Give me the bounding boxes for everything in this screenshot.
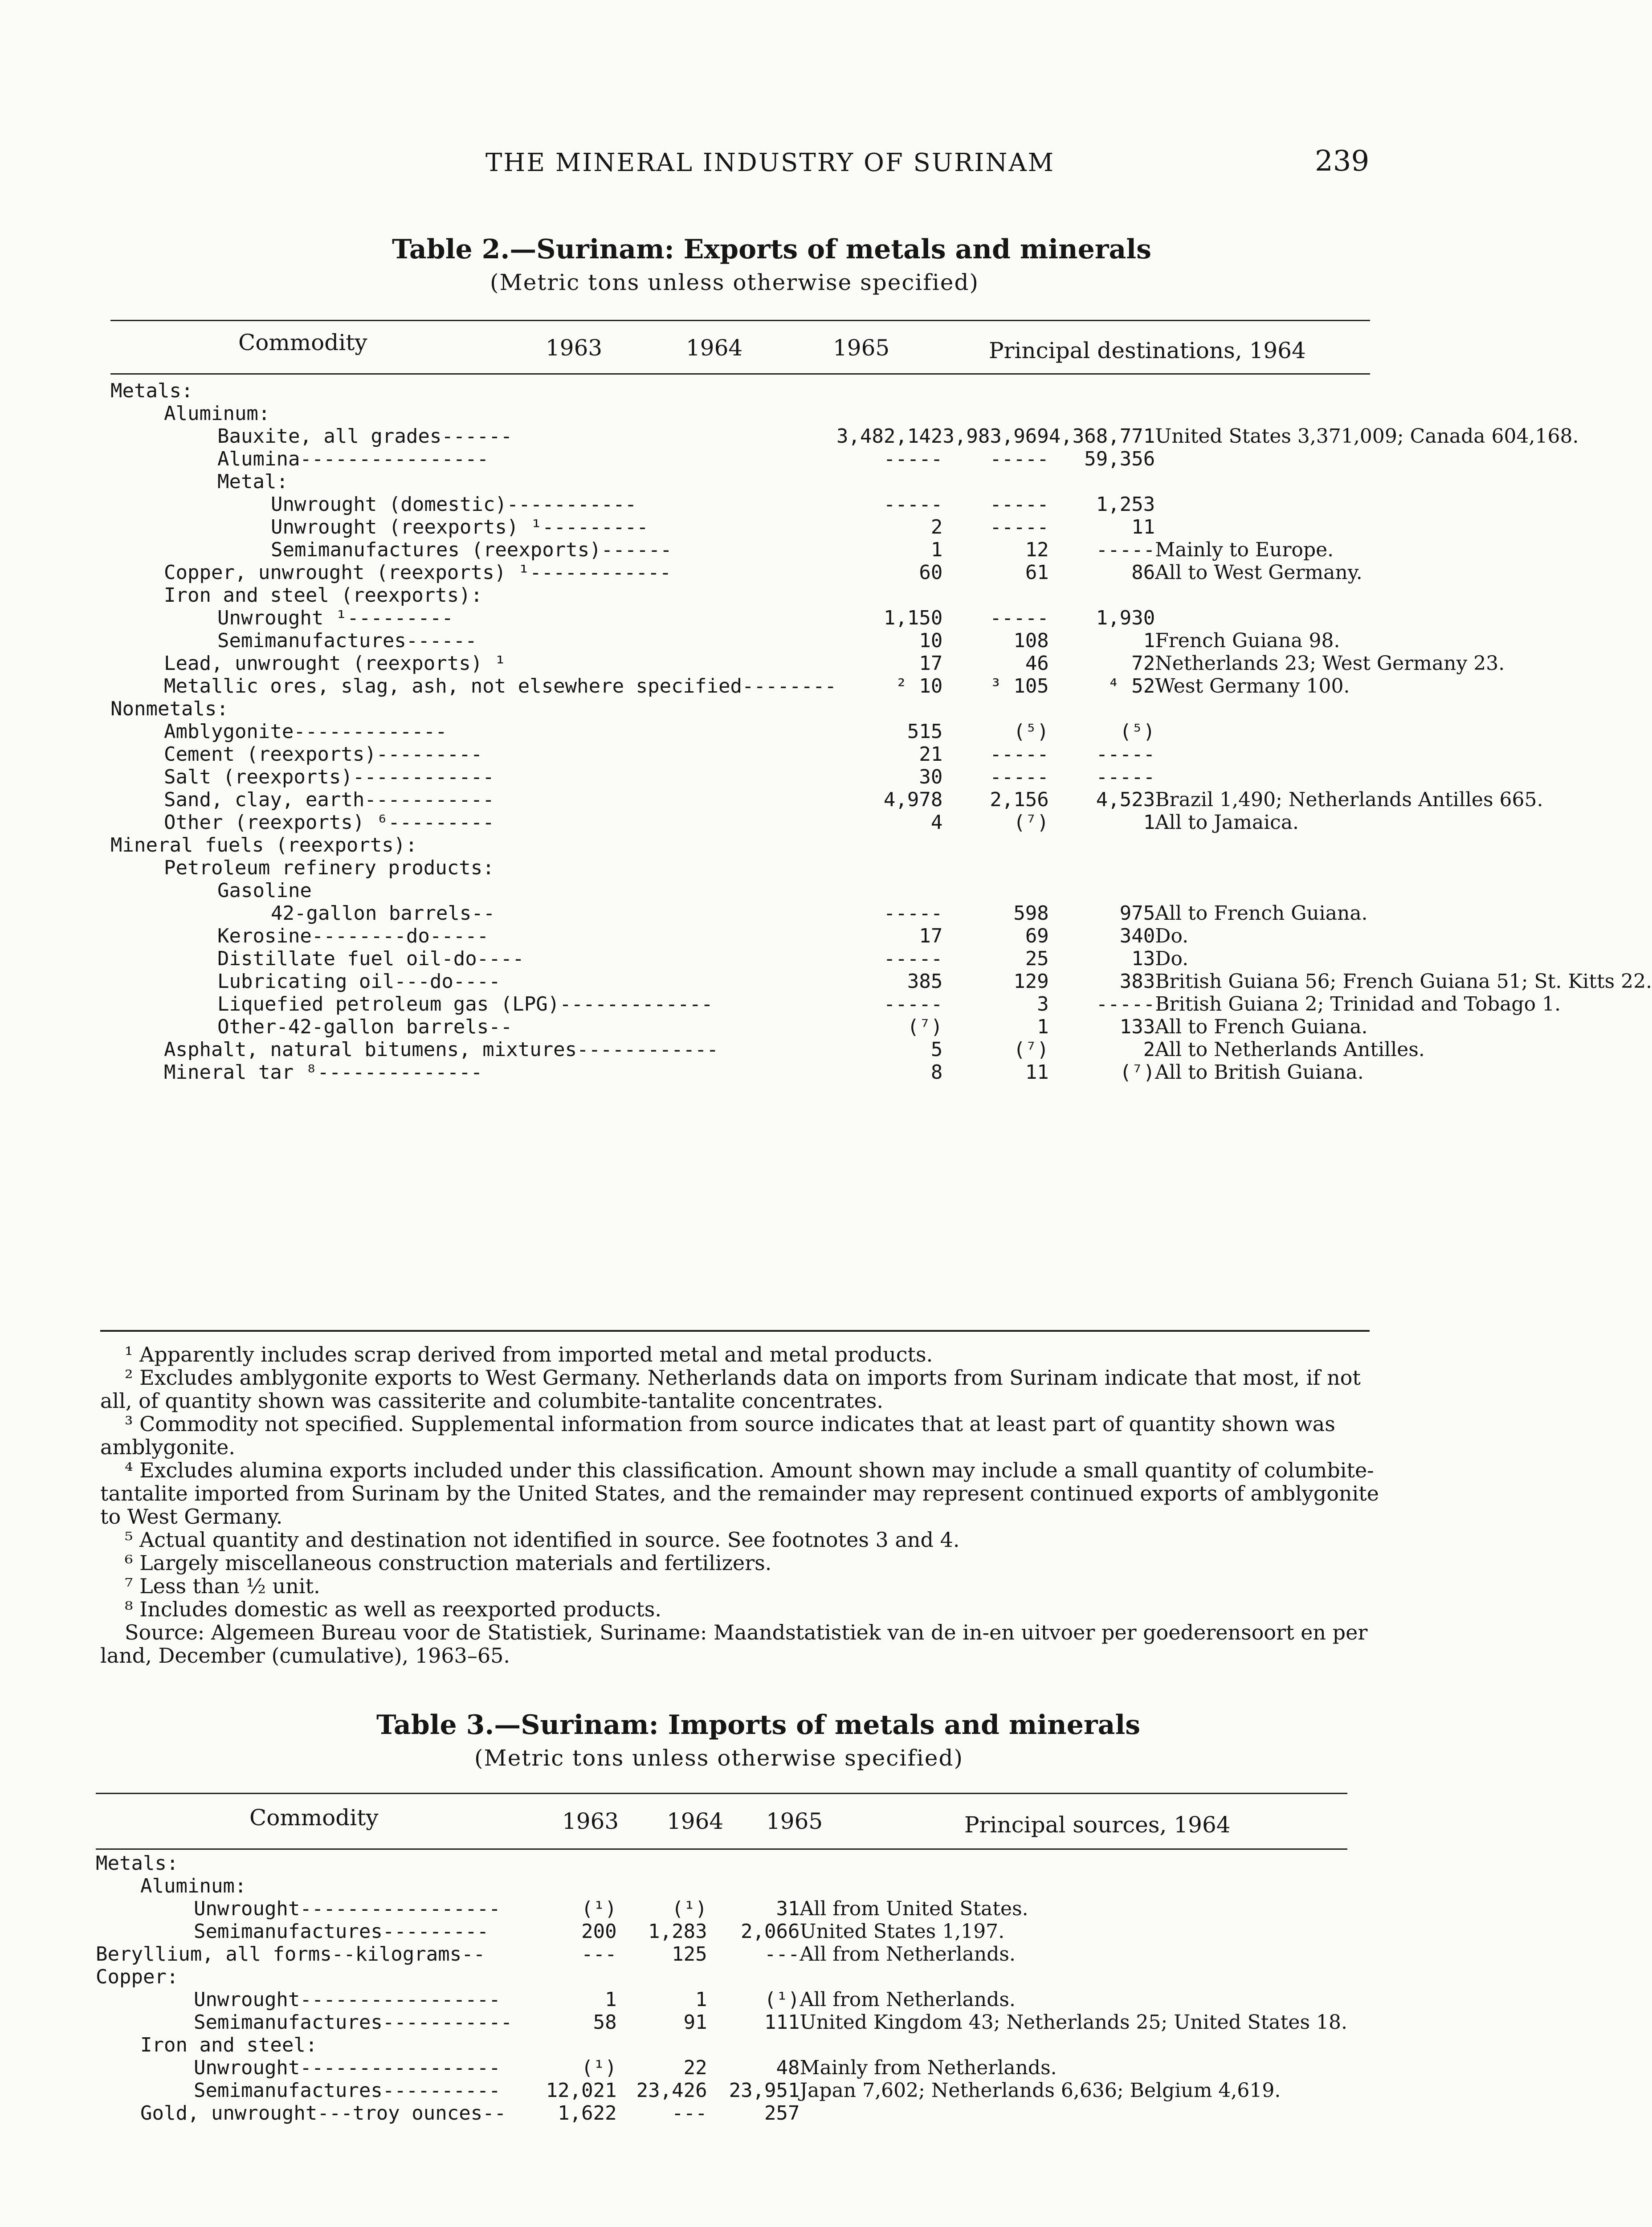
commodity-cell: Iron and steel (reexports): bbox=[164, 584, 483, 607]
table2-row bbox=[110, 675, 1652, 697]
table3-body bbox=[96, 1852, 1347, 2125]
commodity-cell: Petroleum refinery products: bbox=[164, 857, 494, 879]
destination-cell bbox=[1155, 879, 1652, 902]
commodity-cell: Other-42-gallon barrels-- bbox=[217, 1016, 513, 1038]
value-cell: --- bbox=[672, 2102, 707, 2125]
destination-cell bbox=[1155, 402, 1652, 425]
table2-row bbox=[110, 857, 1652, 879]
destination-cell: United Kingdom 43; Netherlands 25; United States 18. bbox=[799, 2011, 1347, 2034]
destination-cell bbox=[1155, 516, 1652, 538]
table3-header-sources: Principal sources, 1964 bbox=[964, 1812, 1231, 1838]
destination-cell bbox=[1155, 697, 1652, 720]
value-cell bbox=[942, 584, 1048, 607]
table3-row bbox=[96, 1852, 1347, 1875]
value-cell bbox=[1049, 697, 1155, 720]
commodity-cell: Mineral tar ⁸-------------- bbox=[164, 1061, 483, 1084]
value-cell: 133 bbox=[1119, 1016, 1155, 1038]
value-cell: 23,426 bbox=[636, 2079, 707, 2102]
table3-row bbox=[96, 1966, 1347, 1988]
destination-cell: British Guiana 56; French Guiana 51; St. Kitts 22. bbox=[1155, 970, 1652, 993]
value-cell: (⁷) bbox=[1119, 1061, 1155, 1084]
footnote: ⁷ Less than ½ unit. bbox=[125, 1574, 320, 1598]
value-cell: 11 bbox=[1131, 516, 1155, 538]
destination-cell bbox=[1155, 766, 1652, 788]
commodity-cell: Copper: bbox=[96, 1966, 179, 1988]
commodity-cell: Iron and steel: bbox=[140, 2034, 318, 2056]
value-cell bbox=[1049, 379, 1155, 402]
value-cell: 25 bbox=[1025, 947, 1049, 970]
destination-cell: Japan 7,602; Netherlands 6,636; Belgium 4,619. bbox=[799, 2079, 1281, 2102]
table2-title: Table 2.—Surinam: Exports of metals and minerals bbox=[392, 234, 1151, 265]
destination-cell: Do. bbox=[1155, 947, 1189, 970]
value-cell: 23,951 bbox=[729, 2079, 800, 2102]
value-cell: 129 bbox=[1013, 970, 1049, 993]
value-cell: 4 bbox=[930, 811, 943, 834]
value-cell: 108 bbox=[1013, 629, 1049, 652]
value-cell bbox=[836, 584, 942, 607]
commodity-cell: Salt (reexports)------------ bbox=[164, 766, 494, 788]
destination-cell bbox=[1155, 607, 1652, 629]
destination-cell bbox=[1155, 857, 1652, 879]
value-cell: 2,066 bbox=[741, 1920, 800, 1943]
table3-row bbox=[96, 2102, 1347, 2125]
commodity-cell: Semimanufactures------ bbox=[217, 629, 477, 652]
value-cell: ----- bbox=[883, 448, 943, 470]
destination-cell: All to French Guiana. bbox=[1155, 902, 1368, 925]
table2-row bbox=[110, 425, 1652, 448]
footnote: ⁸ Includes domestic as well as reexported products. bbox=[125, 1597, 661, 1621]
footnote: ¹ Apparently includes scrap derived from imported metal and metal products. bbox=[125, 1342, 933, 1366]
table2-header-1963: 1963 bbox=[546, 335, 603, 361]
commodity-cell: Metal: bbox=[217, 470, 288, 493]
value-cell: (¹) bbox=[581, 1897, 617, 1920]
value-cell: 48 bbox=[776, 2056, 800, 2079]
table3-row bbox=[96, 1897, 1347, 1920]
commodity-cell: Semimanufactures (reexports)------ bbox=[271, 538, 672, 561]
value-cell: (⁷) bbox=[1013, 1038, 1049, 1061]
destination-cell bbox=[1155, 720, 1652, 743]
destination-cell: Mainly to Europe. bbox=[1155, 538, 1334, 561]
commodity-cell: Asphalt, natural bitumens, mixtures------------ bbox=[164, 1038, 719, 1061]
table3-header-commodity: Commodity bbox=[249, 1805, 379, 1831]
value-cell: ⁴ 52 bbox=[1108, 675, 1155, 697]
value-cell: (⁷) bbox=[1013, 811, 1049, 834]
table2-row bbox=[110, 584, 1652, 607]
value-cell bbox=[942, 379, 1048, 402]
commodity-cell: Other (reexports) ⁶--------- bbox=[164, 811, 494, 834]
destination-cell: United States 3,371,009; Canada 604,168. bbox=[1155, 425, 1579, 448]
page-number: 239 bbox=[1315, 145, 1370, 178]
value-cell: 383 bbox=[1119, 970, 1155, 993]
running-header: THE MINERAL INDUSTRY OF SURINAM bbox=[485, 148, 1055, 177]
commodity-cell: Metals: bbox=[110, 379, 193, 402]
destination-cell: Brazil 1,490; Netherlands Antilles 665. bbox=[1155, 788, 1543, 811]
table2-row bbox=[110, 493, 1652, 516]
value-cell: 86 bbox=[1131, 561, 1155, 584]
table2-row bbox=[110, 993, 1652, 1016]
value-cell: 30 bbox=[919, 766, 943, 788]
commodity-cell: Bauxite, all grades------ bbox=[217, 425, 513, 448]
value-cell bbox=[942, 834, 1048, 857]
table2-header-1965: 1965 bbox=[833, 335, 890, 361]
value-cell: 4,978 bbox=[883, 788, 943, 811]
value-cell: 1 bbox=[1037, 1016, 1049, 1038]
commodity-cell: 42-gallon barrels-- bbox=[271, 902, 495, 925]
value-cell bbox=[942, 857, 1048, 879]
value-cell: 11 bbox=[1025, 1061, 1049, 1084]
table2-row bbox=[110, 538, 1652, 561]
value-cell bbox=[836, 379, 942, 402]
table2-row bbox=[110, 448, 1652, 470]
commodity-cell: Unwrought (reexports) ¹--------- bbox=[271, 516, 649, 538]
table2-header-rule bbox=[110, 373, 1370, 375]
value-cell: ----- bbox=[1096, 538, 1155, 561]
value-cell bbox=[522, 1852, 617, 1875]
destination-cell bbox=[1155, 743, 1652, 766]
table2-row bbox=[110, 788, 1652, 811]
commodity-cell: Mineral fuels (reexports): bbox=[110, 834, 417, 857]
value-cell bbox=[522, 2034, 617, 2056]
value-cell: ----- bbox=[990, 493, 1049, 516]
table3-row bbox=[96, 1920, 1347, 1943]
destination-cell: French Guiana 98. bbox=[1155, 629, 1340, 652]
destination-cell: All to Jamaica. bbox=[1155, 811, 1299, 834]
table2-body bbox=[110, 379, 1652, 1084]
value-cell: ----- bbox=[990, 448, 1049, 470]
commodity-cell: Unwrought----------------- bbox=[194, 1988, 501, 2011]
value-cell: 340 bbox=[1119, 925, 1155, 947]
value-cell: (¹) bbox=[672, 1897, 707, 1920]
value-cell: 125 bbox=[672, 1943, 707, 1966]
value-cell bbox=[1049, 834, 1155, 857]
table2-row bbox=[110, 697, 1652, 720]
value-cell: 3,482,142 bbox=[836, 425, 943, 448]
value-cell bbox=[836, 857, 942, 879]
destination-cell: West Germany 100. bbox=[1155, 675, 1350, 697]
commodity-cell: Alumina---------------- bbox=[217, 448, 489, 470]
value-cell bbox=[707, 1852, 800, 1875]
value-cell: 1 bbox=[1143, 629, 1155, 652]
value-cell: 257 bbox=[764, 2102, 800, 2125]
table2-row bbox=[110, 879, 1652, 902]
value-cell bbox=[1049, 584, 1155, 607]
value-cell bbox=[617, 1875, 707, 1897]
value-cell: ----- bbox=[990, 766, 1049, 788]
value-cell: --- bbox=[764, 1943, 800, 1966]
value-cell bbox=[617, 1966, 707, 1988]
table2-row bbox=[110, 561, 1652, 584]
value-cell: 1 bbox=[695, 1988, 707, 2011]
commodity-cell: Semimanufactures--------- bbox=[194, 1920, 489, 1943]
table2-subtitle: (Metric tons unless otherwise specified) bbox=[490, 269, 979, 295]
value-cell bbox=[836, 834, 942, 857]
commodity-cell: Kerosine--------do----- bbox=[217, 925, 489, 947]
value-cell: 72 bbox=[1131, 652, 1155, 675]
value-cell: ----- bbox=[990, 607, 1049, 629]
commodity-cell: Liquefied petroleum gas (LPG)------------- bbox=[217, 993, 713, 1016]
commodity-cell: Unwrought (domestic)----------- bbox=[271, 493, 637, 516]
commodity-cell: Semimanufactures----------- bbox=[194, 2011, 513, 2034]
value-cell: (⁵) bbox=[1119, 720, 1155, 743]
value-cell: 975 bbox=[1119, 902, 1155, 925]
table2-row bbox=[110, 811, 1652, 834]
commodity-cell: Amblygonite------------- bbox=[164, 720, 447, 743]
destination-cell bbox=[800, 1875, 1347, 1897]
table2-row bbox=[110, 402, 1652, 425]
value-cell: 17 bbox=[919, 652, 943, 675]
value-cell bbox=[942, 470, 1048, 493]
value-cell: --- bbox=[581, 1943, 617, 1966]
value-cell: ----- bbox=[883, 993, 943, 1016]
value-cell: 60 bbox=[919, 561, 943, 584]
table2-row bbox=[110, 947, 1652, 970]
commodity-cell: Sand, clay, earth----------- bbox=[164, 788, 494, 811]
value-cell bbox=[1049, 470, 1155, 493]
value-cell: 69 bbox=[1025, 925, 1049, 947]
table3-header-rule bbox=[96, 1848, 1347, 1850]
destination-cell: All from United States. bbox=[799, 1897, 1028, 1920]
value-cell bbox=[1049, 402, 1155, 425]
value-cell bbox=[836, 697, 942, 720]
value-cell: ----- bbox=[1096, 993, 1155, 1016]
value-cell: 1,622 bbox=[558, 2102, 617, 2125]
destination-cell: British Guiana 2; Trinidad and Tobago 1. bbox=[1155, 993, 1561, 1016]
value-cell: 58 bbox=[593, 2011, 617, 2034]
commodity-cell: Metals: bbox=[96, 1852, 179, 1875]
table3-row bbox=[96, 1875, 1347, 1897]
value-cell bbox=[836, 879, 942, 902]
value-cell: 12 bbox=[1025, 538, 1049, 561]
table3-title: Table 3.—Surinam: Imports of metals and minerals bbox=[376, 1709, 1141, 1741]
value-cell: 3,983,969 bbox=[942, 425, 1049, 448]
value-cell: 59,356 bbox=[1084, 448, 1155, 470]
value-cell: 2,156 bbox=[990, 788, 1049, 811]
value-cell: 13 bbox=[1131, 947, 1155, 970]
commodity-cell: Distillate fuel oil-do---- bbox=[217, 947, 524, 970]
value-cell: (¹) bbox=[764, 1988, 800, 2011]
destination-cell: All to British Guiana. bbox=[1155, 1061, 1364, 1084]
table2-row bbox=[110, 629, 1652, 652]
value-cell bbox=[1049, 879, 1155, 902]
destination-cell bbox=[1155, 470, 1652, 493]
value-cell: 1,283 bbox=[648, 1920, 707, 1943]
value-cell bbox=[836, 470, 942, 493]
source-note: Source: Algemeen Bureau voor de Statistiek, Suriname: Maandstatistiek van de in-en uitvoer per goederensoort en per land, December (cumulative), 1963–65. bbox=[100, 1620, 1368, 1668]
table2-header-destinations: Principal destinations, 1964 bbox=[989, 338, 1306, 363]
value-cell: 8 bbox=[930, 1061, 943, 1084]
commodity-cell: Cement (reexports)--------- bbox=[164, 743, 483, 766]
value-cell: ----- bbox=[990, 516, 1049, 538]
table2-row bbox=[110, 652, 1652, 675]
table3-subtitle: (Metric tons unless otherwise specified) bbox=[474, 1745, 963, 1771]
value-cell: 1,150 bbox=[883, 607, 943, 629]
table2-row bbox=[110, 766, 1652, 788]
table2-row bbox=[110, 1038, 1652, 1061]
destination-cell: All from Netherlands. bbox=[799, 1943, 1016, 1966]
footnote: ⁴ Excludes alumina exports included under this classification. Amount shown may include a small quantity of columbite-tantalite imported from Surinam by the United States, and the remainder may represent continued exports of amblygonite to West Germany. bbox=[100, 1458, 1379, 1529]
value-cell: ----- bbox=[1096, 743, 1155, 766]
value-cell: (⁷) bbox=[907, 1016, 943, 1038]
table3-top-rule bbox=[96, 1793, 1347, 1794]
commodity-cell: Lead, unwrought (reexports) ¹ bbox=[164, 652, 506, 675]
value-cell: 61 bbox=[1025, 561, 1049, 584]
value-cell: 46 bbox=[1025, 652, 1049, 675]
table3-header-1964: 1964 bbox=[667, 1808, 724, 1834]
value-cell: 385 bbox=[907, 970, 943, 993]
table2-footnotes bbox=[100, 1343, 1383, 1667]
value-cell bbox=[522, 1875, 617, 1897]
value-cell: 91 bbox=[683, 2011, 707, 2034]
table2-row bbox=[110, 1016, 1652, 1038]
destination-cell: All to French Guiana. bbox=[1155, 1016, 1368, 1038]
value-cell: ³ 105 bbox=[990, 675, 1049, 697]
destination-cell: Mainly from Netherlands. bbox=[799, 2056, 1057, 2079]
value-cell: 1,930 bbox=[1096, 607, 1155, 629]
table3-row bbox=[96, 2034, 1347, 2056]
table2-row bbox=[110, 925, 1652, 947]
table2-row bbox=[110, 1061, 1652, 1084]
destination-cell: All to Netherlands Antilles. bbox=[1155, 1038, 1425, 1061]
value-cell: 515 bbox=[907, 720, 943, 743]
value-cell: 1 bbox=[605, 1988, 617, 2011]
table2-row bbox=[110, 902, 1652, 925]
value-cell bbox=[707, 1875, 800, 1897]
value-cell: 1 bbox=[1143, 811, 1155, 834]
commodity-cell: Beryllium, all forms--kilograms-- bbox=[96, 1943, 485, 1966]
value-cell: 31 bbox=[776, 1897, 800, 1920]
table3-row bbox=[96, 2056, 1347, 2079]
value-cell bbox=[617, 1852, 707, 1875]
destination-cell: All from Netherlands. bbox=[799, 1988, 1016, 2011]
value-cell: 4,368,771 bbox=[1048, 425, 1155, 448]
table3-row bbox=[96, 2011, 1347, 2034]
destination-cell bbox=[1155, 584, 1652, 607]
destination-cell bbox=[1155, 448, 1652, 470]
table2-row bbox=[110, 743, 1652, 766]
table2-header-1964: 1964 bbox=[686, 335, 743, 361]
value-cell: 2 bbox=[930, 516, 943, 538]
table3-header-1963: 1963 bbox=[562, 1808, 619, 1834]
destination-cell bbox=[1155, 493, 1652, 516]
value-cell: 200 bbox=[581, 1920, 617, 1943]
value-cell bbox=[942, 402, 1048, 425]
table3-row bbox=[96, 2079, 1347, 2102]
commodity-cell: Gold, unwrought---troy ounces-- bbox=[140, 2102, 506, 2125]
value-cell: (⁵) bbox=[1013, 720, 1049, 743]
footnote: ⁵ Actual quantity and destination not identified in source. See footnotes 3 and 4. bbox=[125, 1528, 960, 1552]
table2-row bbox=[110, 720, 1652, 743]
commodity-cell: Metallic ores, slag, ash, not elsewhere specified-------- bbox=[164, 675, 836, 697]
value-cell: 1,253 bbox=[1096, 493, 1155, 516]
commodity-cell: Aluminum: bbox=[140, 1875, 247, 1897]
commodity-cell: Lubricating oil---do---- bbox=[217, 970, 501, 993]
value-cell bbox=[617, 2034, 707, 2056]
destination-cell: Netherlands 23; West Germany 23. bbox=[1155, 652, 1505, 675]
value-cell: 17 bbox=[919, 925, 943, 947]
value-cell: 4,523 bbox=[1096, 788, 1155, 811]
commodity-cell: Aluminum: bbox=[164, 402, 270, 425]
footnote: ⁶ Largely miscellaneous construction materials and fertilizers. bbox=[125, 1551, 772, 1575]
table2-row bbox=[110, 379, 1652, 402]
table3-header-1965: 1965 bbox=[766, 1808, 823, 1834]
destination-cell: All to West Germany. bbox=[1155, 561, 1362, 584]
destination-cell bbox=[1155, 834, 1652, 857]
value-cell bbox=[707, 1966, 800, 1988]
value-cell: 111 bbox=[764, 2011, 800, 2034]
value-cell: 3 bbox=[1037, 993, 1049, 1016]
commodity-cell: Gasoline bbox=[217, 879, 312, 902]
value-cell: 22 bbox=[683, 2056, 707, 2079]
value-cell: 5 bbox=[930, 1038, 943, 1061]
value-cell: ----- bbox=[883, 947, 943, 970]
destination-cell: United States 1,197. bbox=[799, 1920, 1005, 1943]
value-cell: (¹) bbox=[581, 2056, 617, 2079]
table2-row bbox=[110, 970, 1652, 993]
destination-cell: Do. bbox=[1155, 925, 1189, 947]
footnote: ³ Commodity not specified. Supplemental information from source indicates that at least part of quantity shown was amblygonite. bbox=[100, 1412, 1335, 1459]
destination-cell bbox=[800, 1966, 1347, 1988]
footnote: ² Excludes amblygonite exports to West Germany. Netherlands data on imports from Surinam indicate that most, if not all, of quantity shown was cassiterite and columbite-tantalite concentrates. bbox=[100, 1366, 1361, 1413]
value-cell bbox=[1049, 857, 1155, 879]
destination-cell bbox=[800, 1852, 1347, 1875]
value-cell: ----- bbox=[883, 493, 943, 516]
value-cell bbox=[836, 402, 942, 425]
value-cell: 12,021 bbox=[546, 2079, 617, 2102]
value-cell bbox=[522, 1966, 617, 1988]
value-cell: ² 10 bbox=[895, 675, 943, 697]
value-cell: ----- bbox=[883, 902, 943, 925]
value-cell bbox=[942, 879, 1048, 902]
table2-row bbox=[110, 516, 1652, 538]
table3-row bbox=[96, 1988, 1347, 2011]
destination-cell bbox=[800, 2102, 1347, 2125]
commodity-cell: Unwrought----------------- bbox=[194, 2056, 501, 2079]
table2-header-commodity: Commodity bbox=[238, 330, 367, 355]
value-cell: ----- bbox=[990, 743, 1049, 766]
value-cell bbox=[942, 697, 1048, 720]
commodity-cell: Unwrought----------------- bbox=[194, 1897, 501, 1920]
value-cell: 2 bbox=[1143, 1038, 1155, 1061]
value-cell bbox=[707, 2034, 800, 2056]
commodity-cell: Unwrought ¹--------- bbox=[217, 607, 453, 629]
value-cell: 21 bbox=[919, 743, 943, 766]
commodity-cell: Semimanufactures---------- bbox=[194, 2079, 501, 2102]
table2-row bbox=[110, 470, 1652, 493]
table2-row bbox=[110, 834, 1652, 857]
table2-top-rule bbox=[110, 320, 1370, 321]
table2-row bbox=[110, 607, 1652, 629]
table3-row bbox=[96, 1943, 1347, 1966]
table2-bottom-rule bbox=[100, 1330, 1370, 1332]
commodity-cell: Copper, unwrought (reexports) ¹------------ bbox=[164, 561, 672, 584]
value-cell: ----- bbox=[1096, 766, 1155, 788]
commodity-cell: Nonmetals: bbox=[110, 697, 228, 720]
value-cell: 598 bbox=[1013, 902, 1049, 925]
value-cell: 1 bbox=[930, 538, 943, 561]
destination-cell bbox=[800, 2034, 1347, 2056]
value-cell: 10 bbox=[919, 629, 943, 652]
destination-cell bbox=[1155, 379, 1652, 402]
